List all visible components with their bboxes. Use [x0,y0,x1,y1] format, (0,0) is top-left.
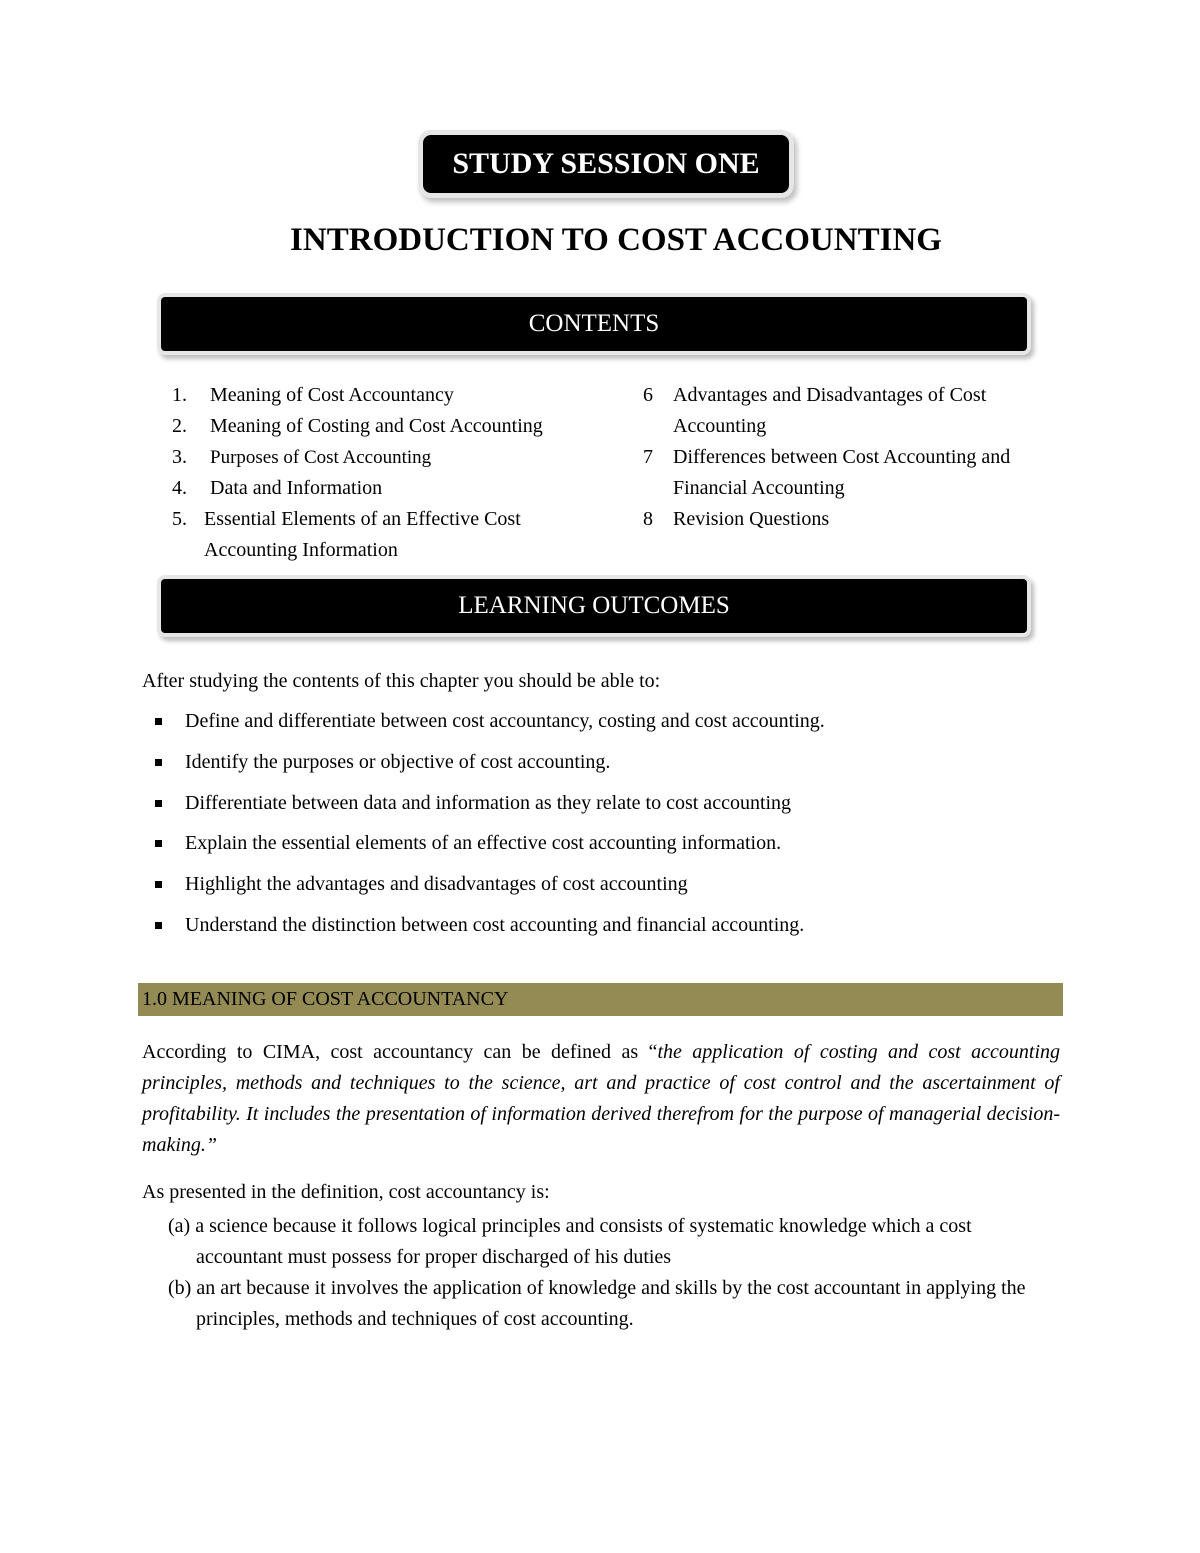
contents-item-number: 7 [643,446,653,468]
outcome-text: Highlight the advantages and disadvantages of cost accounting [185,873,688,896]
outcome-text: Differentiate between data and information as they relate to cost accounting [185,791,792,814]
contents-item [643,380,1063,442]
session-label: STUDY SESSION ONE [423,135,789,193]
contents-item [643,504,1063,535]
contents-list-right [643,380,1063,535]
contents-list-left [172,380,632,566]
bullet-icon [155,759,162,766]
outcome-text: Understand the distinction between cost accounting and financial accounting. [185,913,805,936]
contents-item-number: 6 [643,384,653,406]
contents-item [172,473,632,504]
contents-item-text: Essential Elements of an Effective Cost Accounting Information [204,508,521,561]
presented-intro: As presented in the definition, cost accountancy is: [142,1181,550,1203]
bullet-icon [155,881,162,888]
contents-item-text: Meaning of Cost Accountancy [210,384,454,406]
contents-item-text: Revision Questions [673,508,830,530]
outcome-text: Explain the essential elements of an effective cost accounting information. [185,832,782,855]
bullet-icon [155,840,162,847]
section-heading: 1.0 MEANING OF COST ACCOUNTANCY [138,983,1063,1016]
contents-item [172,442,632,473]
bullet-icon [155,718,162,725]
definition-lead: According to CIMA, cost accountancy can be defined as “ [142,1041,658,1063]
definition-quote: the application of costing and cost accounting principles, methods and techniques to the science, art and practice of cost control and the ascertainment of profitability. It includes the presentation of information derived therefrom for the purpose of managerial decision-making.” [142,1041,1061,1156]
outcome-text: Identify the purposes or objective of cost accounting. [185,750,611,773]
contents-item-text: Meaning of Costing and Cost Accounting [210,415,543,437]
outcomes-list [155,710,825,955]
contents-item-number: 3. [172,446,187,468]
contents-item-number: 5. [172,508,187,530]
outcome-text: Define and differentiate between cost accountancy, costing and cost accounting. [185,710,825,732]
definition-paragraph [142,1037,1060,1161]
bullet-icon [155,800,162,807]
contents-item-number: 4. [172,477,187,499]
list-item [155,914,825,955]
outcomes-intro: After studying the contents of this chapter you should be able to: [142,670,661,692]
learning-outcomes-header: LEARNING OUTCOMES [161,579,1027,633]
list-item [155,751,825,792]
point-b: (b) an art because it involves the application of knowledge and skills by the cost accountant in applying the principles, methods and techniques of cost accounting. [168,1277,1026,1330]
contents-item-number: 1. [172,384,187,406]
page-title: INTRODUCTION TO COST ACCOUNTING [290,222,942,258]
contents-item [172,411,632,442]
contents-header: CONTENTS [161,297,1027,351]
contents-item-text: Advantages and Disadvantages of Cost Accounting [673,384,987,437]
contents-item [172,504,592,566]
contents-item-text: Purposes of Cost Accounting [210,447,432,468]
contents-item [172,380,632,411]
list-item [155,873,825,914]
contents-item-text: Data and Information [210,477,383,499]
list-item [155,710,825,751]
list-item [155,792,825,833]
contents-item-text: Differences between Cost Accounting and Financial Accounting [673,446,1011,499]
contents-item [643,442,1063,504]
point-a: (a) a science because it follows logical principles and consists of systematic knowledge which a cost accountant must possess for proper discharged of his duties [168,1215,972,1268]
contents-item-number: 8 [643,508,653,530]
bullet-icon [155,922,162,929]
contents-item-number: 2. [172,415,187,437]
list-item [155,832,825,873]
